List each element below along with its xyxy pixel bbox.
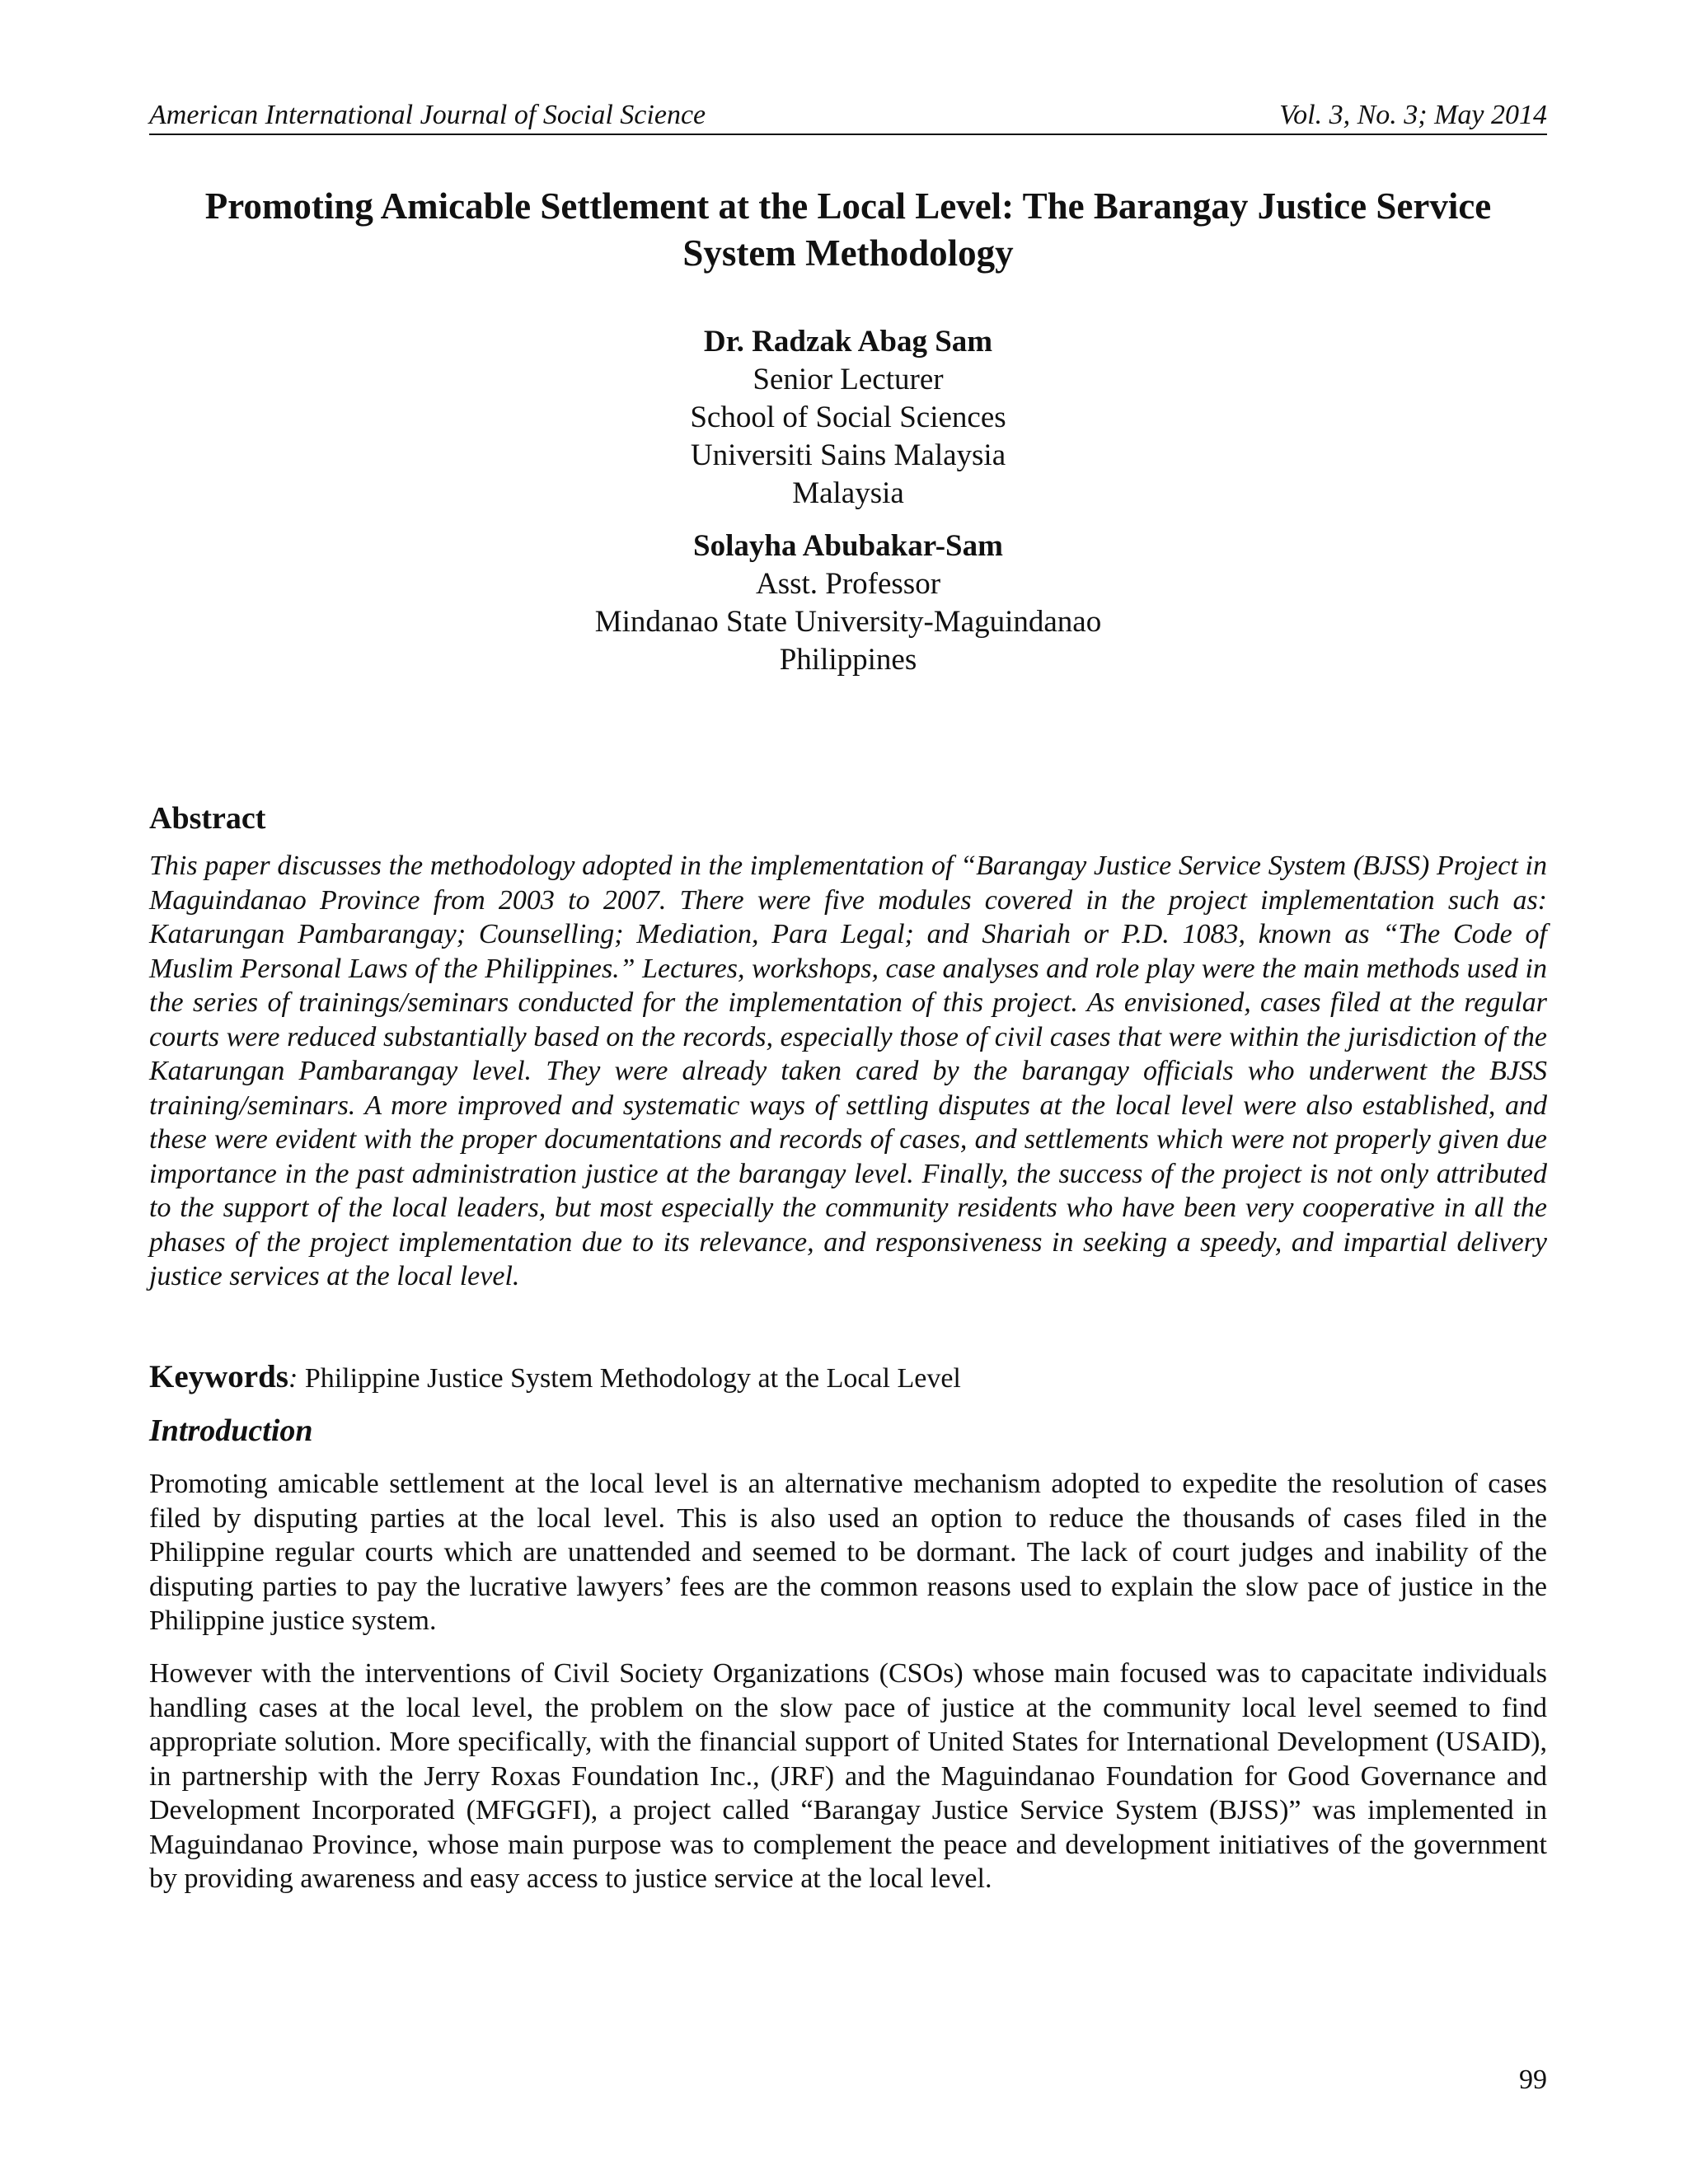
author-country: Malaysia <box>792 476 904 510</box>
author-name: Solayha Abubakar-Sam <box>693 529 1003 563</box>
author-affiliation-2 <box>149 527 1547 679</box>
author-affiliation-1 <box>149 323 1547 513</box>
body-paragraph: However with the interventions of Civil Society Organizations (CSOs) whose main focused was to capacitate individuals handling cases at the local level, the problem on the slow pace of justice at the community local level seemed to find appropriate solution. More specifically, with the financial support of United States for International Development (USAID), in partnership with the Jerry Roxas Foundation Inc., (JRF) and the Maguindanao Foundation for Good Governance and Development Incorporated (MFGGFI), a project called “Barangay Justice Service System (BJSS)” was implemented in Maguindanao Province, whose main purpose was to complement the peace and development initiatives of the government by providing awareness and easy access to justice service at the local level. <box>149 1658 1547 1894</box>
keywords-separator: : <box>288 1363 298 1394</box>
author-institution: Mindanao State University-Maguindanao <box>594 605 1102 639</box>
keywords-line <box>149 1358 1547 1398</box>
author-institution: Universiti Sains Malaysia <box>690 438 1006 472</box>
paper-title: Promoting Amicable Settlement at the Local Level: The Barangay Justice Service System Methodology <box>204 185 1492 274</box>
abstract-heading: Abstract <box>149 801 266 836</box>
journal-name: American International Journal of Social Science <box>149 100 706 130</box>
abstract-text: This paper discusses the methodology adopted in the implementation of “Barangay Justice Service System (BJSS) Project in Maguindanao Province from 2003 to 2007. There were five modules covered in the project implementation such as: Katarungan Pambarangay; Counselling; Mediation, Para Legal; and Shariah or P.D. 1083, known as “The Code of Muslim Personal Laws of the Philippines.” Lectures, workshops, case analyses and role play were the main methods used in the series of trainings/seminars conducted for the implementation of this project. As envisioned, cases filed at the regular courts were reduced substantially based on the records, especially those of civil cases that were within the jurisdiction of the Katarungan Pambarangay level. They were already taken cared by the barangay officials who underwent the BJSS training/seminars. A more improved and systematic ways of settling disputes at the local level were also established, and these were evident with the proper documentations and records of cases, and settlements which were not properly given due importance in the past administration justice at the barangay level. Finally, the success of the project is not only attributed to the support of the local leaders, but most especially the community residents who have been very cooperative in all the phases of the project implementation due to its relevance, and responsiveness in seeking a speedy, and impartial delivery justice services at the local level. <box>149 851 1547 1291</box>
introduction-heading: Introduction <box>149 1413 313 1448</box>
author-name: Dr. Radzak Abag Sam <box>703 325 993 359</box>
volume-issue-date: Vol. 3, No. 3; May 2014 <box>1279 100 1547 130</box>
running-header <box>149 97 1547 135</box>
page-number: 99 <box>1519 2064 1547 2095</box>
keywords-text: Philippine Justice System Methodology at the Local Level <box>304 1363 961 1394</box>
author-department: School of Social Sciences <box>690 401 1006 434</box>
body-paragraph: Promoting amicable settlement at the local level is an alternative mechanism adopted to expedite the resolution of cases filed by disputing parties at the local level. This is also used an option to reduce the thousands of cases filed in the Philippine regular courts which are unattended and seemed to be dormant. The lack of court judges and inability of the disputing parties to pay the lucrative lawyers’ fees are the common reasons used to explain the slow pace of justice in the Philippine justice system. <box>149 1469 1547 1636</box>
author-country: Philippines <box>779 643 917 677</box>
author-position: Asst. Professor <box>755 567 941 601</box>
author-position: Senior Lecturer <box>753 363 944 396</box>
keywords-label: Keywords <box>149 1359 288 1394</box>
